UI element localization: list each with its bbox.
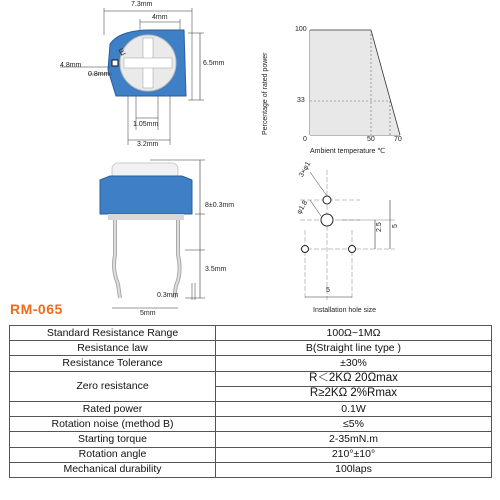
spec-label: Starting torque	[10, 432, 216, 447]
svg-text:E: E	[117, 46, 128, 58]
dim-v1-label: 2.5	[376, 222, 383, 232]
x-tick-50: 50	[367, 136, 375, 143]
spec-label: Mechanical durability	[10, 462, 216, 477]
table-row	[10, 356, 492, 371]
y-axis-label: Percentage of rated power	[262, 52, 269, 135]
spec-value: 100Ω~1MΩ	[216, 326, 492, 341]
spec-label: Rotation angle	[10, 447, 216, 462]
x-tick-70: 70	[394, 136, 402, 143]
table-row	[10, 462, 492, 477]
dim-width-label: 7.3mm	[131, 1, 153, 8]
y-tick-33: 33	[297, 97, 305, 104]
y-tick-0: 0	[303, 136, 307, 143]
table-row	[10, 432, 492, 447]
table-row	[10, 401, 492, 416]
y-tick-100: 100	[295, 26, 307, 33]
spec-value: 100laps	[216, 462, 492, 477]
spec-label: Resistance law	[10, 341, 216, 356]
table-row	[10, 447, 492, 462]
spec-label: Zero resistance	[10, 371, 216, 401]
spec-value: R＜2KΩ 20Ωmax	[216, 371, 492, 386]
dim-lead-width-label: 0.3mm	[157, 292, 179, 299]
spec-value: R≥2KΩ 2%Rmax	[216, 386, 492, 401]
spec-label: Resistance Tolerance	[10, 356, 216, 371]
spec-table	[9, 325, 492, 478]
dim-inner-label: 4mm	[152, 14, 168, 21]
dim-h-label: 5	[326, 287, 330, 294]
spec-label: Standard Resistance Range	[10, 326, 216, 341]
spec-value: 210°±10°	[216, 447, 492, 462]
dim-height-label: 6.5mm	[203, 60, 225, 67]
spec-label: Rotation noise (method B)	[10, 417, 216, 432]
spec-value: ±30%	[216, 356, 492, 371]
spec-value: 0.1W	[216, 401, 492, 416]
table-row	[10, 341, 492, 356]
spec-value: ≤5%	[216, 417, 492, 432]
spec-value: B(Straight line type )	[216, 341, 492, 356]
side-view-drawing	[100, 160, 205, 308]
dim-hole-label: φ1.8	[296, 199, 310, 216]
spec-value: 2-35mN.m	[216, 432, 492, 447]
table-row	[10, 371, 492, 386]
hole-layout-drawing	[300, 170, 395, 300]
dim-body-height-label: 8±0.3mm	[205, 202, 235, 209]
dim-slot-label: 3×φ1	[298, 160, 313, 179]
dim-pin-width-label: 1.05mm	[133, 121, 159, 128]
table-row	[10, 326, 492, 341]
dim-v2-label: 5	[392, 224, 399, 228]
dim-span-label: 5mm	[140, 310, 156, 317]
dim-pin-span-label: 3.2mm	[137, 141, 159, 148]
top-view-drawing	[60, 8, 204, 145]
dim-lead-length-label: 3.5mm	[205, 266, 227, 273]
dim-pin-offset-label: 0.8mm	[88, 71, 110, 78]
spec-label: Rated power	[10, 401, 216, 416]
derating-graph	[310, 30, 400, 135]
model-title: RM-065	[10, 301, 63, 317]
x-axis-label: Ambient temperature ℃	[310, 148, 386, 155]
hole-caption: Installation hole size	[313, 307, 377, 314]
table-row	[10, 417, 492, 432]
dim-left-label: 4.8mm	[60, 62, 82, 69]
